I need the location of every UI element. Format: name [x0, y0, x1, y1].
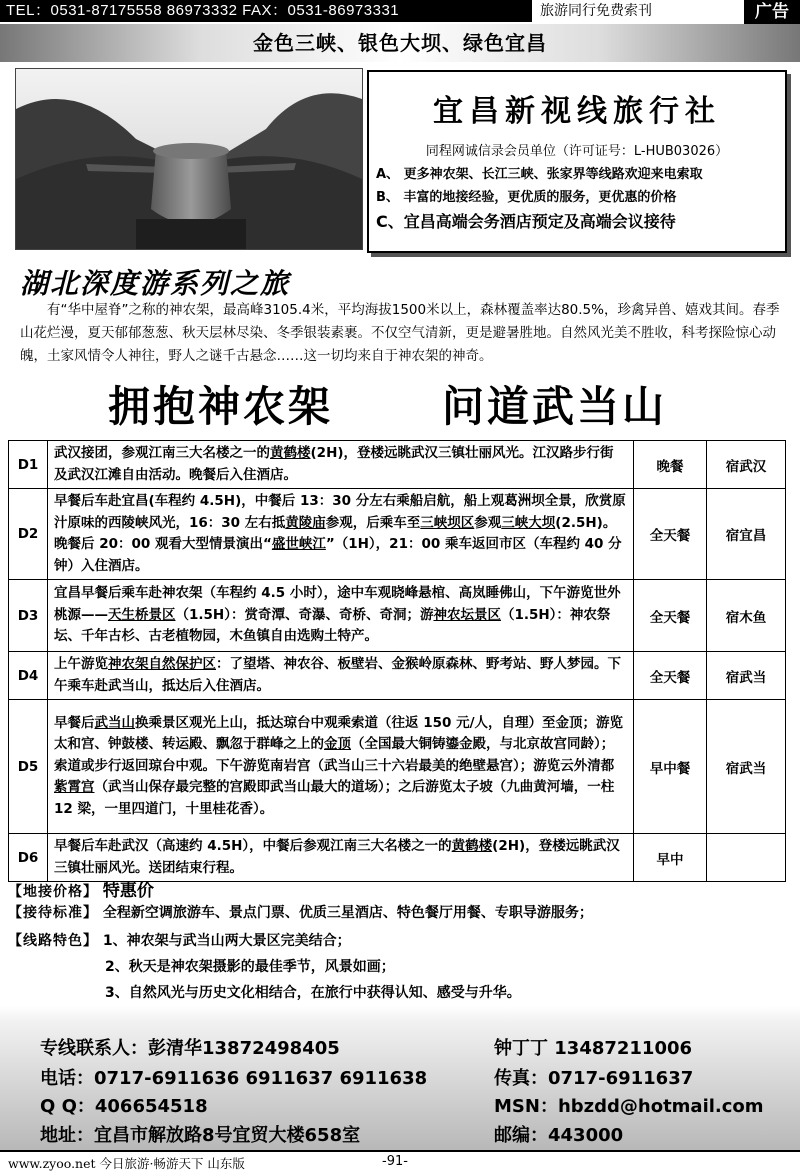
fax: 传真：0717-6911637 [494, 1068, 694, 1089]
meal-cell: 早中 [634, 834, 707, 882]
intro-paragraph: 有“华中屋脊”之称的神农架，最高峰3105.4米，平均海拔1500米以上，森林覆盖率达80.5%，珍禽异兽、嬉戏其间。春季山花烂漫，夏天郁郁葱葱、秋天层林尽染、冬季银装素裹。不仅空气清新，更是避暑胜地。自然风光美不胜收，科考探险惊心动魄，土家风情令人神往，野人之谜千古悬念……这一切均来自于神农架的神奇。 [20, 302, 780, 364]
stay-cell: 宿武当 [707, 700, 786, 834]
day-description: 早餐后武当山换乘景区观光上山，抵达琼台中观乘索道（往返 150 元/人，自理）至金顶；游览太和宫、钟鼓楼、转运殿、飘忽于群峰之上的金顶（全国最大铜铸鎏金殿，与北京故宫同龄）；索道或步行返回琼台中观。下午游览南岩宫（武当山三十六岩最美的绝壁悬宫）；游览云外清都紫霄宫（武当山保存最完整的宫殿即武当山最大的道场）；之后游览太子坡（九曲黄河墙，一柱 12 梁，一里四道门，十里桂花香）。 [48, 700, 634, 834]
price-value: 特惠价 [102, 881, 154, 901]
series-title: 湖北深度游系列之旅 [20, 267, 291, 300]
stay-cell: 宿武当 [707, 652, 786, 700]
day-label: D2 [9, 489, 48, 580]
msn: MSN：hbzdd@hotmail.com [494, 1096, 764, 1117]
stay-cell: 宿木鱼 [707, 580, 786, 652]
agency-item-a: A、 更多神农架、长江三峡、张家界等线路欢迎来电索取 [376, 167, 703, 182]
header-tagline: 旅游同行免费索刊 [540, 3, 652, 19]
table-row [9, 580, 786, 652]
qq: Q Q：406654518 [40, 1096, 208, 1117]
ad-badge: 广告 [744, 0, 800, 24]
day-label: D1 [9, 441, 48, 489]
feature-line [8, 930, 351, 950]
day-label: D3 [9, 580, 48, 652]
second-contact: 钟丁丁 13487211006 [494, 1038, 693, 1059]
postcode: 邮编：443000 [494, 1125, 624, 1146]
headline-text: 金色三峡、银色大坝、绿色宜昌 [253, 31, 547, 55]
footer-site: www.zyoo.net 今日旅游·畅游天下 山东版 [8, 1156, 245, 1171]
agency-item-b: B、 丰富的地接经验，更优质的服务，更优惠的价格 [376, 190, 677, 205]
title-shennongjia: 拥抱神农架 [108, 382, 334, 431]
meal-cell: 全天餐 [634, 580, 707, 652]
agency-box [367, 70, 787, 253]
standard-value: 全程新空调旅游车、景点门票、优质三星酒店、特色餐厅用餐、专职导游服务； [102, 905, 593, 921]
feature-1: 1、神农架与武当山两大景区完美结合； [102, 933, 351, 949]
meal-cell: 晚餐 [634, 441, 707, 489]
meal-cell: 早中餐 [634, 700, 707, 834]
agency-item-c: C、宜昌高端会务酒店预定及高端会议接待 [376, 212, 676, 231]
phone: 电话：0717-6911636 6911637 6911638 [40, 1068, 428, 1089]
day-description: 上午游览神农架自然保护区：了望塔、神农谷、板壁岩、金猴岭原森林、野考站、野人梦园。下午乘车赴武当山，抵达后入住酒店。 [48, 652, 634, 700]
price-line [8, 876, 154, 901]
address: 地址：宜昌市解放路8号宜贸大楼658室 [40, 1125, 361, 1146]
stay-cell: 宿宜昌 [707, 489, 786, 580]
day-label: D6 [9, 834, 48, 882]
agency-name: 宜昌新视线旅行社 [433, 94, 721, 129]
standard-label: 【接待标准】 [8, 905, 98, 921]
day-description: 武汉接团，参观江南三大名楼之一的黄鹤楼(2H)，登楼远眺武汉三镇壮丽风光。江汉路步行街及武汉江滩自由活动。晚餐后入住酒店。 [48, 441, 634, 489]
meal-cell: 全天餐 [634, 652, 707, 700]
day-label: D5 [9, 700, 48, 834]
title-wudangshan: 问道武当山 [442, 382, 668, 431]
table-row [9, 441, 786, 489]
table-row [9, 652, 786, 700]
line-contact: 专线联系人：彭清华13872498405 [40, 1038, 340, 1059]
stay-cell [707, 834, 786, 882]
table-row [9, 700, 786, 834]
itinerary-table [8, 440, 786, 882]
table-row [9, 489, 786, 580]
top-bar [0, 0, 800, 24]
feature-label: 【线路特色】 [8, 933, 98, 949]
table-row [9, 834, 786, 882]
feature-3: 3、自然风光与历史文化相结合，在旅行中获得认知、感受与升华。 [105, 985, 521, 1001]
agency-license: 同程网诚信录会员单位（许可证号：L-HUB03026） [425, 144, 729, 159]
meal-cell: 全天餐 [634, 489, 707, 580]
feature-2: 2、秋天是神农架摄影的最佳季节，风景如画； [105, 959, 395, 975]
footer [0, 1150, 800, 1174]
contact-block [0, 1006, 800, 1150]
header-contact: TEL：0531-87175558 86973332 FAX：0531-86973331 [0, 0, 532, 22]
price-label: 【地接价格】 [8, 884, 98, 900]
day-description: 早餐后车赴宜昌(车程约 4.5H)，中餐后 13：30 分左右乘船启航，船上观葛洲坝全景，欣赏原汁原味的西陵峡风光，16：30 左右抵黄陵庙参观，后乘车至三峡坝区参观三峡大坝(2.5H)。晚餐后 20：00 观看大型情景演出“盛世峡江”（1H），21：00 乘车返回市区（车程约 40 分钟）入住酒店。 [48, 489, 634, 580]
stay-cell: 宿武汉 [707, 441, 786, 489]
day-label: D4 [9, 652, 48, 700]
day-description: 早餐后车赴武汉（高速约 4.5H），中餐后参观江南三大名楼之一的黄鹤楼(2H)，登楼远眺武汉三镇壮丽风光。送团结束行程。 [48, 834, 634, 882]
scenic-photo [15, 68, 363, 250]
standard-line [8, 902, 593, 922]
day-description: 宜昌早餐后乘车赴神农架（车程约 4.5 小时），途中车观晓峰悬棺、高岚睡佛山，下午游览世外桃源——天生桥景区（1.5H）：赏奇潭、奇瀑、奇桥、奇洞；游神农坛景区（1.5H）：神农祭坛、千年古杉、古老植物园，木鱼镇自由选购土特产。 [48, 580, 634, 652]
headline-banner [0, 24, 800, 62]
page-number: -91- [382, 1154, 408, 1169]
